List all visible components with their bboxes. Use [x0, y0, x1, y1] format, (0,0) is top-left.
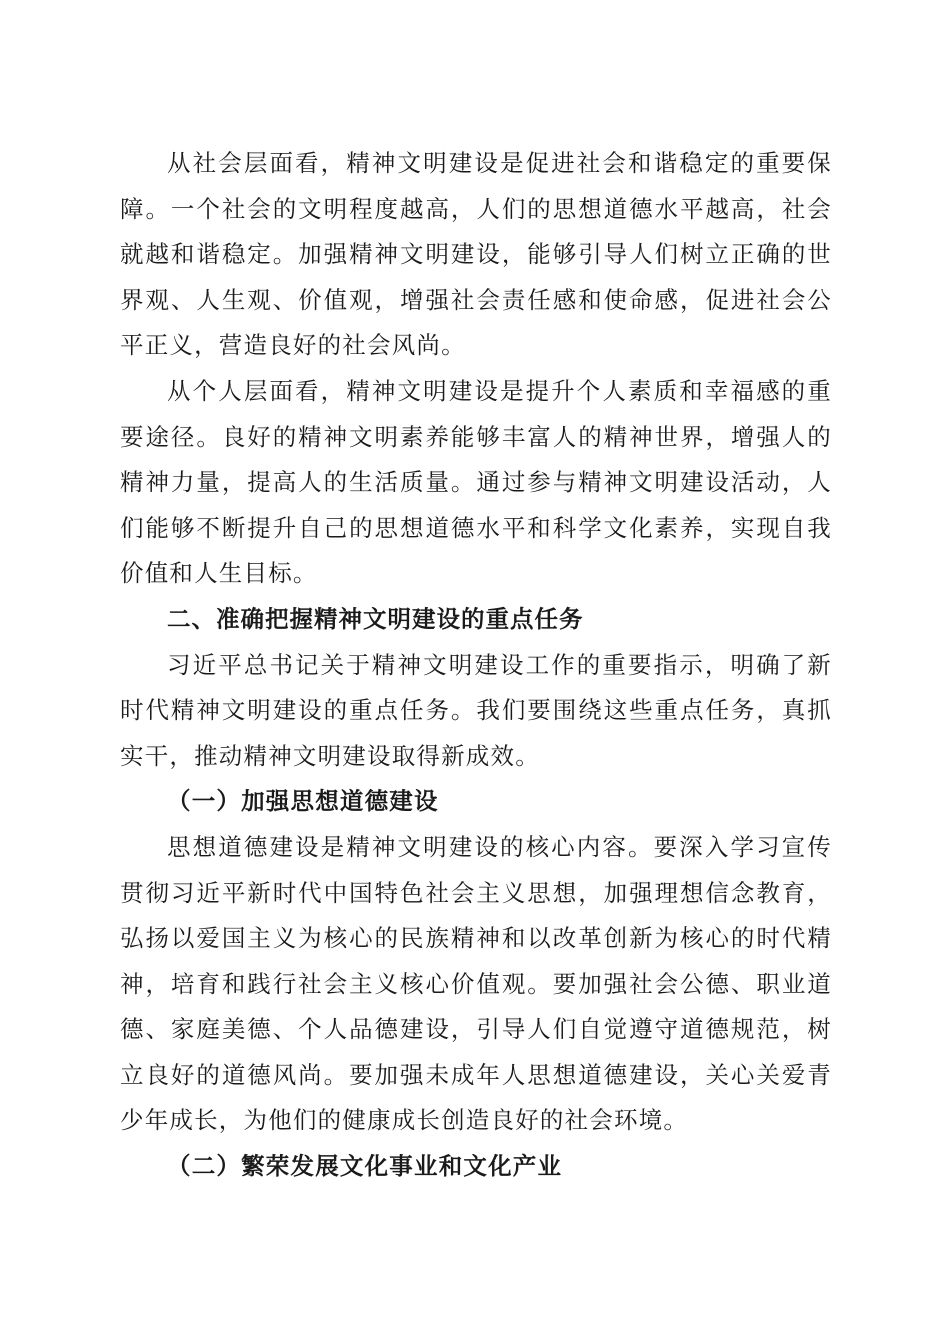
paragraph-personal-level: 从个人层面看，精神文明建设是提升个人素质和幸福感的重要途径。良好的精神文明素养能够丰富人的精神世界，增强人的精神力量，提高人的生活质量。通过参与精神文明建设活动，人们能够不断提升自己的思想道德水平和科学文化素养，实现自我价值和人生目标。 [120, 376, 832, 588]
subheading-culture-development: （二）繁荣发展文化事业和文化产业 [167, 1152, 563, 1181]
paragraph-moral-construction: 思想道德建设是精神文明建设的核心内容。要深入学习宣传贯彻习近平新时代中国特色社会主义思想，加强理想信念教育，弘扬以爱国主义为核心的民族精神和以改革创新为核心的时代精神，培育和践行社会主义核心价值观。要加强社会公德、职业道德、家庭美德、个人品德建设，引导人们自觉遵守道德规范，树立良好的道德风尚。要加强未成年人思想道德建设，关心关爱青少年成长，为他们的健康成长创造良好的社会环境。 [120, 832, 832, 1135]
paragraph-social-level: 从社会层面看，精神文明建设是促进社会和谐稳定的重要保障。一个社会的文明程度越高，人们的思想道德水平越高，社会就越和谐稳定。加强精神文明建设，能够引导人们树立正确的世界观、人生观、价值观，增强社会责任感和使命感，促进社会公平正义，营造良好的社会风尚。 [120, 149, 832, 360]
section-heading-key-tasks: 二、准确把握精神文明建设的重点任务 [167, 604, 584, 633]
paragraph-key-tasks-intro: 习近平总书记关于精神文明建设工作的重要指示，明确了新时代精神文明建设的重点任务。我们要围绕这些重点任务，真抓实干，推动精神文明建设取得新成效。 [120, 650, 832, 770]
document-body [120, 141, 832, 1190]
subheading-moral-construction: （一）加强思想道德建设 [167, 787, 439, 816]
